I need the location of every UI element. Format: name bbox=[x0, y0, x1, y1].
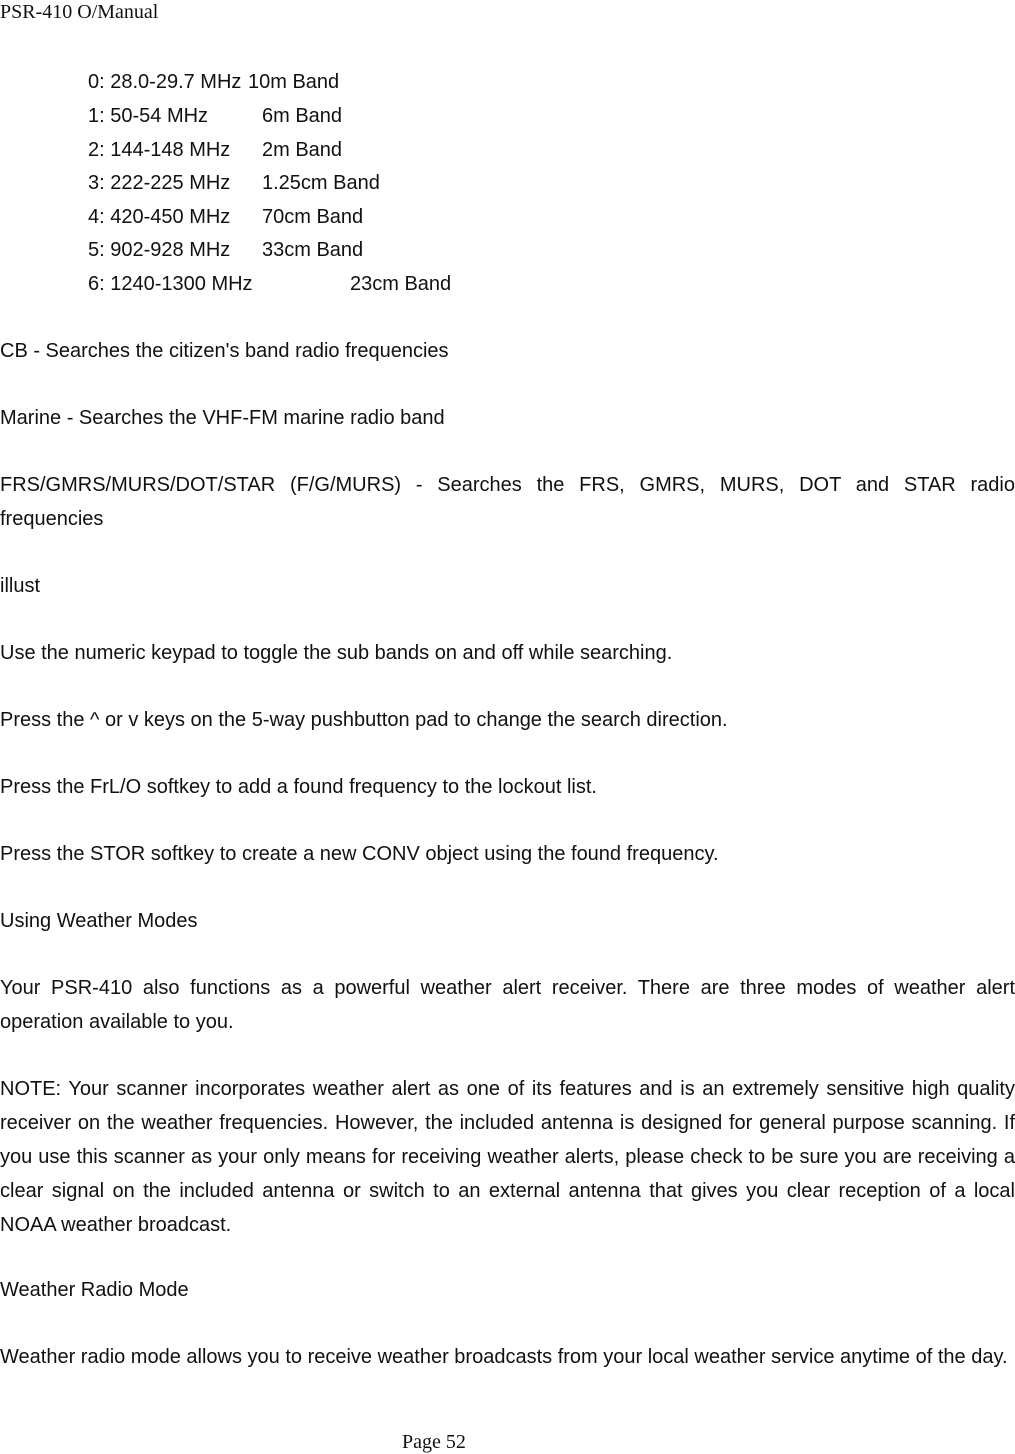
band-name: 23cm Band bbox=[350, 273, 452, 295]
direction-paragraph: Press the ^ or v keys on the 5-way pushbutton pad to change the search direction. bbox=[0, 709, 728, 731]
band-row bbox=[88, 233, 364, 267]
weather-radio-mode-heading: Weather Radio Mode bbox=[0, 1279, 189, 1301]
band-frequency: 6: 1240-1300 MHz bbox=[88, 273, 253, 295]
band-frequency: 0: 28.0-29.7 MHz bbox=[88, 71, 242, 93]
band-name: 10m Band bbox=[248, 71, 340, 93]
band-row bbox=[88, 267, 452, 301]
band-name: 2m Band bbox=[262, 139, 343, 161]
band-frequency: 5: 902-928 MHz bbox=[88, 239, 231, 261]
marine-paragraph: Marine - Searches the VHF-FM marine radio band bbox=[0, 407, 445, 429]
band-name: 6m Band bbox=[262, 105, 343, 127]
page-number: Page 52 bbox=[402, 1431, 466, 1453]
lockout-paragraph: Press the FrL/O softkey to add a found frequency to the lockout list. bbox=[0, 776, 597, 798]
band-row bbox=[88, 200, 364, 234]
band-frequency: 1: 50-54 MHz bbox=[88, 105, 209, 127]
running-header: PSR-410 O/Manual bbox=[0, 1, 159, 23]
weather-modes-heading: Using Weather Modes bbox=[0, 910, 198, 932]
band-row bbox=[88, 65, 340, 99]
band-row bbox=[88, 133, 343, 167]
band-name: 70cm Band bbox=[262, 206, 364, 228]
band-name: 1.25cm Band bbox=[262, 172, 380, 194]
band-frequency: 3: 222-225 MHz bbox=[88, 172, 231, 194]
band-row bbox=[88, 166, 380, 200]
note-paragraph: NOTE: Your scanner incorporates weather alert as one of its features and is an extremely sensitive high quality receiver on the weather frequencies. However, the included antenna is designed for general purpose scanning. If you use this scanner as your only means for receiving weather alerts, please check to be sure you are receiving a clear signal on the included antenna or switch to an external antenna that gives you clear reception of a local NOAA weather broadcast. bbox=[0, 1078, 1015, 1236]
illustration-placeholder: illust bbox=[0, 575, 41, 597]
weather-radio-mode-paragraph: Weather radio mode allows you to receive weather broadcasts from your local weather service anytime of the day. bbox=[0, 1346, 1008, 1368]
frs-paragraph: FRS/GMRS/MURS/DOT/STAR (F/G/MURS) - Searches the FRS, GMRS, MURS, DOT and STAR radio frequencies bbox=[0, 474, 1015, 530]
band-name: 33cm Band bbox=[262, 239, 364, 261]
keypad-paragraph: Use the numeric keypad to toggle the sub bands on and off while searching. bbox=[0, 642, 673, 664]
band-frequency: 2: 144-148 MHz bbox=[88, 139, 231, 161]
cb-paragraph: CB - Searches the citizen's band radio frequencies bbox=[0, 340, 449, 362]
weather-intro-paragraph: Your PSR-410 also functions as a powerful weather alert receiver. There are three modes of weather alert operation available to you. bbox=[0, 977, 1015, 1033]
band-row bbox=[88, 99, 343, 133]
store-paragraph: Press the STOR softkey to create a new CONV object using the found frequency. bbox=[0, 843, 719, 865]
band-frequency: 4: 420-450 MHz bbox=[88, 206, 231, 228]
